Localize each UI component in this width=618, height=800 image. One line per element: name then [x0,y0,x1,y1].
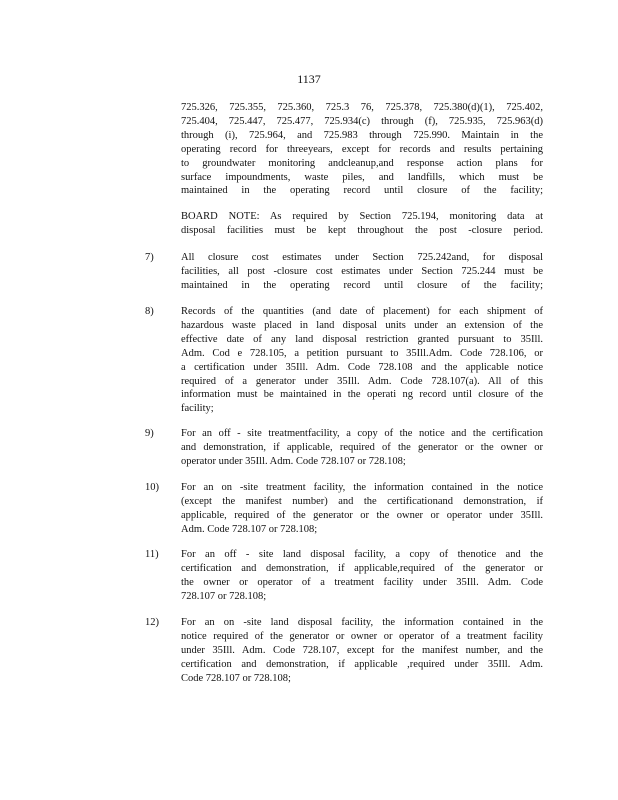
item-number: 8) [145,306,154,317]
text-line: and demonstration, if applicable, required of the generator or the owner or [181,441,543,453]
item-number: 11) [145,549,159,560]
text-line: Code 728.107 or 728.108; [181,672,291,684]
page-number: 1137 [297,72,321,86]
text-line: (except the manifest number) and the certificationand demonstration, if [181,495,543,507]
board-note [181,210,543,238]
item-number: 12) [145,617,159,628]
text-line: required of a generator under 35Ill. Adm. Code 728.107(a). All of this [181,375,543,387]
text-line: the owner or operator of a treatment facility under 35Ill. Adm. Code [181,576,543,588]
text-line: under 35Ill. Adm. Code 728.107, except for the manifest number, and the [181,644,543,656]
text-line: All closure cost estimates under Section 725.242and, for disposal [181,252,543,263]
item-number: 7) [145,252,154,263]
list-item [181,481,543,537]
text-line: hazardous waste placed in land disposal units under an extension of the [181,319,543,331]
text-line: maintained in the operating record until closure of the facility; [181,185,543,197]
text-line: For an off - site treatmentfacility, a copy of the notice and the certification [181,428,543,439]
text-line: effective date of any land disposal restriction granted pursuant to 35Ill. [181,333,543,345]
text-line: a certification under 35Ill. Adm. Code 728.108 and the applicable notice [181,361,543,373]
text-line: applicable, required of the generator or the owner or operator under 35Ill. [181,509,543,521]
text-line: For an on -site land disposal facility, the information contained in the [181,617,543,628]
list-item [181,616,543,686]
text-line: BOARD NOTE: As required by Section 725.194, monitoring data at [181,211,543,222]
text-line: facility; [181,403,214,415]
text-line: through (i), 725.964, and 725.983 through 725.990. Maintain in the [181,129,543,141]
text-line: Adm. Cod e 728.105, a petition pursuant to 35Ill.Adm. Code 728.106, or [181,347,543,359]
text-line: surface impoundments, waste piles, and landfills, which must be [181,171,543,183]
text-line: operating record for threeyears, except for records and results pertaining [181,143,543,155]
text-line: notice required of the generator or owner or operator of a treatment facility [181,630,543,642]
list-item [181,427,543,469]
text-line: For an off - site land disposal facility, a copy of thenotice and the [181,549,543,560]
item-number: 10) [145,482,159,493]
text-line: 725.326, 725.355, 725.360, 725.3 76, 725.378, 725.380(d)(1), 725.402, [181,102,543,113]
text-line: certification and demonstration, if applicable ,required under 35Ill. Adm. [181,658,543,670]
text-line: 728.107 or 728.108; [181,590,267,602]
text-line: maintained in the operating record until closure of the facility; [181,279,543,291]
text-line: to groundwater monitoring andcleanup,and response action plans for [181,157,543,169]
list-item [181,305,543,416]
list-item [181,251,543,293]
text-line: 725.404, 725.447, 725.477, 725.934(c) through (f), 725.935, 725.963(d) [181,115,543,127]
text-line: operator under 35Ill. Adm. Code 728.107 or 728.108; [181,455,406,467]
item-number: 9) [145,428,154,439]
text-line: facilities, all post -closure cost estimates under Section 725.244 must be [181,265,543,277]
text-line: For an on -site treatment facility, the information contained in the notice [181,482,543,493]
text-line: disposal facilities must be kept throughout the post -closure period. [181,224,543,236]
text-line: information must be maintained in the operati ng record until closure of the [181,389,543,401]
text-line: Adm. Code 728.107 or 728.108; [181,523,318,535]
text-line: certification and demonstration, if applicable,required of the generator or [181,562,543,574]
text-line: Records of the quantities (and date of placement) for each shipment of [181,306,543,317]
intro-paragraph [181,101,543,198]
list-item [181,548,543,604]
